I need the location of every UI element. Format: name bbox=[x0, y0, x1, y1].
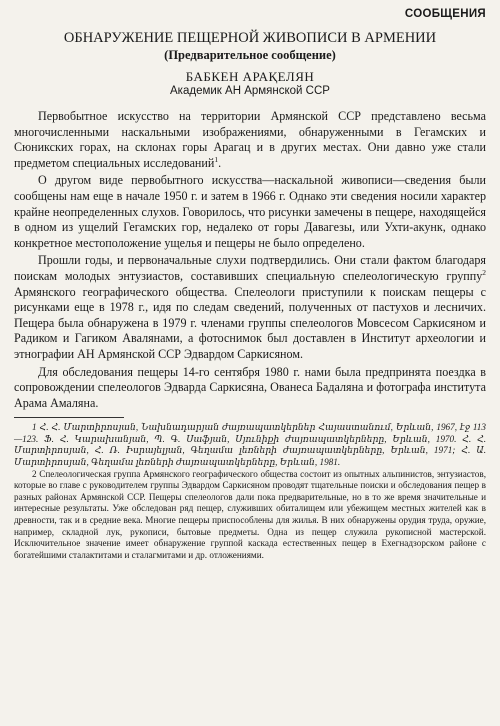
author-title: Академик АН Армянской ССР bbox=[170, 85, 330, 97]
article-body bbox=[14, 109, 486, 411]
paragraph-3-text-a: Прошли годы, и первоначальные слухи подтвердились. Они стали фактом благодаря поискам молодых энтузиастов, составивших специальную спелеологическую группу bbox=[14, 253, 486, 283]
paragraph-1-text: Первобытное искусство на территории Армянской ССР представлено весьма многочисленными наскальными изображениями, обнаруженными в Гегамских и Сюникских горах, на склонах горы Арагац и в других местах. Они давно уже стали предметом специальных исследований bbox=[14, 109, 486, 170]
paragraph-4: Для обследования пещеры 14-го сентября 1980 г. нами была предпринята поездка в сопровождении спелеологов Эдварда Саркисяна, Ованеса Бадаляна и фотографа института Арама Амаляна. bbox=[14, 364, 486, 410]
footnote-2: 2 Спелеологическая группа Армянского географического общества состоит из опытных альпинистов, энтузиастов, которые во главе с руководителем группы Эдвардом Саркисяном проводят тщательные поиски и обследования пещер в разных районах Армянской ССР. Пещеры спелеологов дали пока предварительные, но в то же время значительные и интересные результаты. Уже обследован ряд пещер, служивших обиталищем или убежищем местных жителей как в древности, так и в средние века. Многие пещеры приспособлены для жилья. В них обнаружены орудия труда, оружие, например, складной лук, рукописи, бытовые предметы. Одна из пещер служила рукописной мастерской. Исключительное значение имеет обнаружение группой каскада естественных пещер в Ехегнадзорском районе с богатейшими сталактитами и сталагмитами и др. отложениями. bbox=[14, 468, 486, 560]
article-title: ОБНАРУЖЕНИЕ ПЕЩЕРНОЙ ЖИВОПИСИ В АРМЕНИИ bbox=[63, 30, 437, 46]
paragraph-1 bbox=[14, 109, 486, 171]
footnote-ref-1[interactable]: 1 bbox=[214, 154, 219, 164]
author-name: БАБКЕН АРАҚЕЛЯН bbox=[185, 69, 315, 84]
section-label: СООБЩЕНИЯ bbox=[404, 8, 486, 20]
footnote-1: 1 Հ. Հ. Մարտիրոսյան, Նախնադարյան ժայռապատկերներ Հայաստանում, Երևան, 1967, էջ 113—123. Ֆ. Հ. Կարախանյան, Պ. Գ. Սաֆյան, Սյունիքի ժայռապատկերները, Երևան, 1970. Հ. Հ. Մարտիրոսյան, Հ. Ռ. Իսրայելյան, Գեղամա լեռների ժայռապատկերները, Երևան, 1971; Հ. Ա. Մարտիրոսյան, Գեղամա լեռների ժայռապատկերները, Երևան, 1981. bbox=[14, 422, 486, 468]
paragraph-2: О другом виде первобытного искусства—наскальной живописи—сведения были сообщены нам еще в начале 1950 г. и затем в 1966 г. Однако эти сведения носили характер крайне неопределенных слухов. Говорилось, что рисунки замечены в пещере, находящейся в одном из ущелий Гегамских гор, недалеко от горы Давагезы, или Ухти-акунк, однако конкретное местоположение ущелья и пещеры не было определено. bbox=[14, 173, 486, 250]
paragraph-3 bbox=[14, 253, 486, 362]
article-subtitle: (Предварительное сообщение) bbox=[164, 48, 336, 62]
footnote-divider bbox=[14, 417, 124, 418]
footnote-ref-2[interactable]: 2 bbox=[482, 267, 486, 277]
paragraph-1-end: . bbox=[218, 155, 222, 170]
paragraph-3-text-b: Армянского географического общества. Спелеологи приступили к поискам пещеры с рисунками еще в 1978 г., идя по следам сведений, полученных от пастухов и лесничих. Пещера была обнаружена в 1979 г. членами группы спелеологов Мовсесом Саркисяном и Радиком и Гагиком Авалянами, а фотоснимок был доставлен в Институт археологии и этнографии АН Армянской ССР Эдвардом Саркисяном. bbox=[14, 284, 486, 361]
